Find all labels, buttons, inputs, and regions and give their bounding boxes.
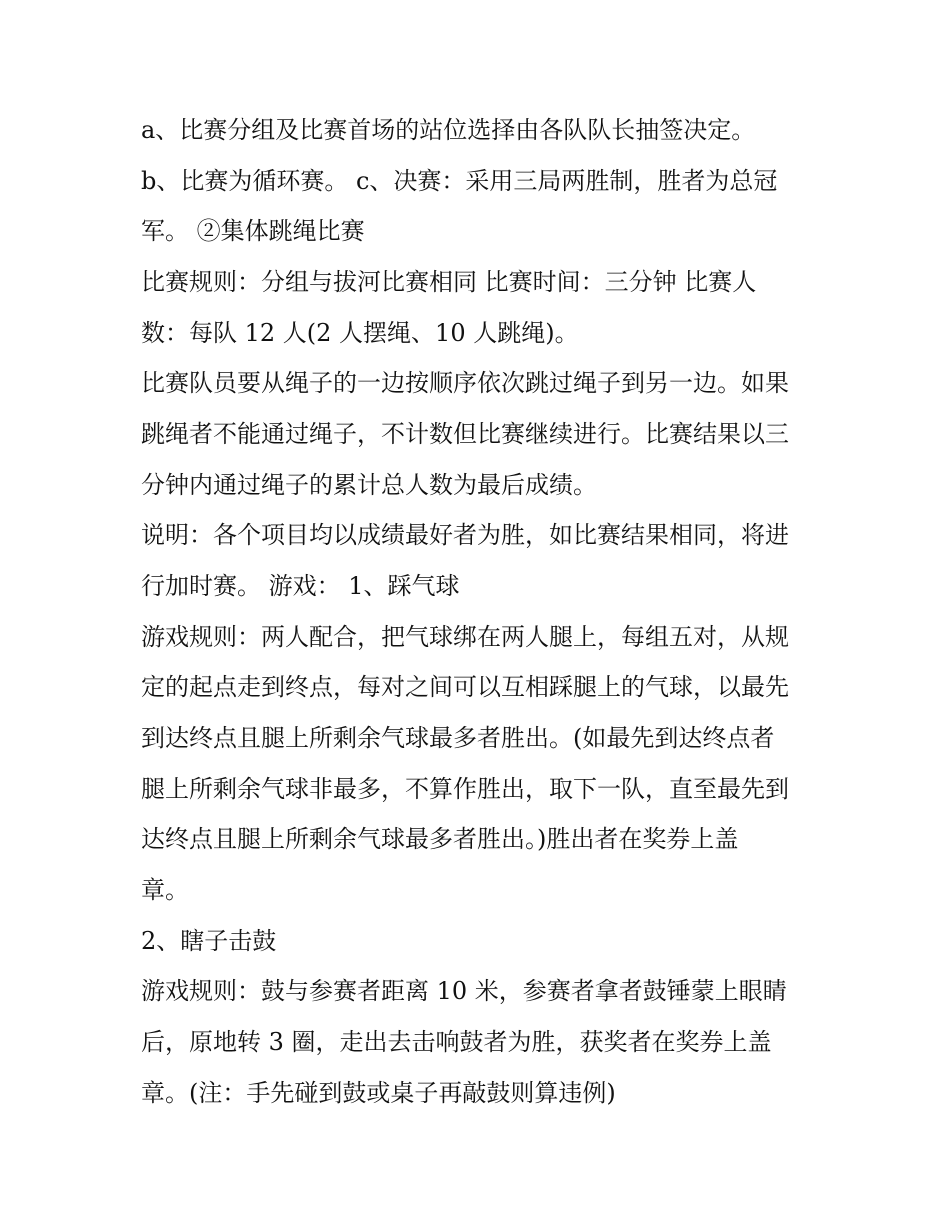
- text-line: 跳绳者不能通过绳子，不计数但比赛继续进行。比赛结果以三: [141, 420, 789, 448]
- text-line: 军。 ②集体跳绳比赛: [141, 217, 365, 245]
- text-line: b、比赛为循环赛。 c、决赛：采用三局两胜制，胜者为总冠: [141, 167, 778, 195]
- text-line: 游戏规则：两人配合，把气球绑在两人腿上，每组五对，从规: [141, 623, 789, 651]
- text-line: 章。(注：手先碰到鼓或桌子再敲鼓则算违例): [141, 1079, 616, 1107]
- text-line: 行加时赛。 游戏： 1、踩气球: [141, 572, 460, 600]
- text-line: a、比赛分组及比赛首场的站位选择由各队队长抽签决定。: [141, 116, 756, 144]
- text-line: 游戏规则：鼓与参赛者距离 10 米，参赛者拿者鼓锤蒙上眼睛: [141, 977, 787, 1005]
- text-line: 腿上所剩余气球非最多，不算作胜出，取下一队，直至最先到: [141, 775, 789, 803]
- text-line: 后，原地转 3 圈，走出去击响鼓者为胜，获奖者在奖券上盖: [141, 1028, 772, 1056]
- text-line: 比赛规则：分组与拔河比赛相同 比赛时间：三分钟 比赛人: [141, 268, 757, 296]
- text-line: 章。: [141, 876, 189, 904]
- text-line: 达终点且腿上所剩余气球最多者胜出。)胜出者在奖券上盖: [141, 825, 739, 853]
- text-line: 数：每队 12 人(2 人摆绳、10 人跳绳)。: [141, 319, 579, 347]
- text-line: 定的起点走到终点，每对之间可以互相踩腿上的气球，以最先: [141, 673, 789, 701]
- text-line: 比赛队员要从绳子的一边按顺序依次跳过绳子到另一边。如果: [141, 369, 789, 397]
- text-line: 说明：各个项目均以成绩最好者为胜，如比赛结果相同，将进: [141, 521, 789, 549]
- text-line: 分钟内通过绳子的累计总人数为最后成绩。: [141, 471, 597, 499]
- text-line: 到达终点且腿上所剩余气球最多者胜出。(如最先到达终点者: [141, 724, 775, 752]
- text-line: 2、瞎子击鼓: [141, 927, 277, 955]
